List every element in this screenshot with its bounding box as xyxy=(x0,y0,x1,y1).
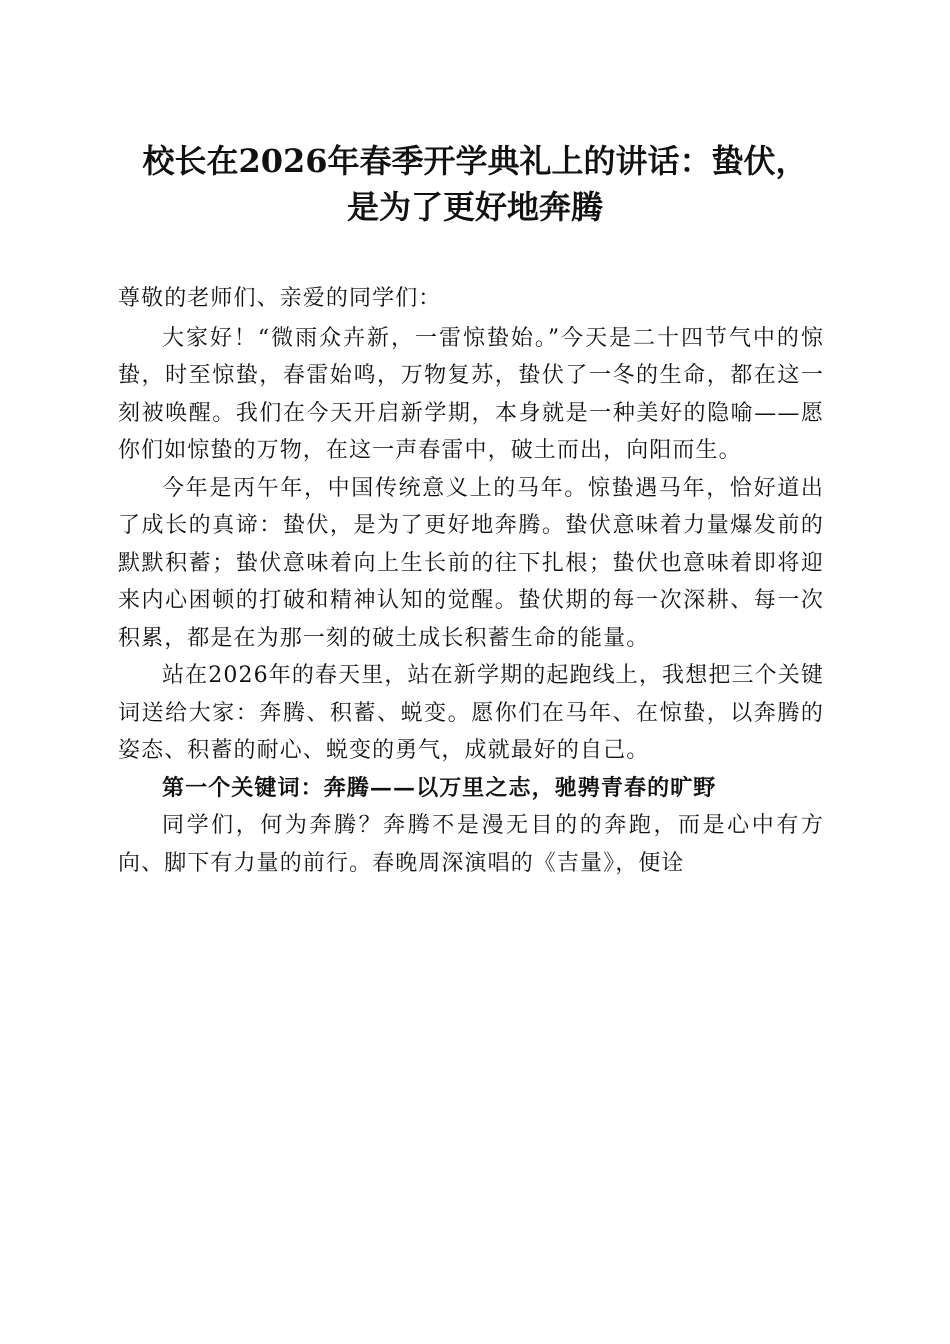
document-body xyxy=(118,280,824,882)
paragraph-3: 站在2026年的春天里，站在新学期的起跑线上，我想把三个关键词送给大家：奔腾、积蓄、蜕变。愿你们在马年、在惊蛰，以奔腾的姿态、积蓄的耐心、蜕变的勇气，成就最好的自己。 xyxy=(118,663,824,763)
paragraph-1: 大家好！“微雨众卉新，一雷惊蛰始。”今天是二十四节气中的惊蛰，时至惊蛰，春雷始鸣，万物复苏，蛰伏了一冬的生命，都在这一刻被唤醒。我们在今天开启新学期，本身就是一种美好的隐喻——愿你们如惊蛰的万物，在这一声春雷中，破土而出，向阳而生。 xyxy=(118,325,824,463)
paragraph-2: 今年是丙午年，中国传统意义上的马年。惊蛰遇马年，恰好道出了成长的真谛：蛰伏，是为了更好地奔腾。蛰伏意味着力量爆发前的默默积蓄；蛰伏意味着向上生长前的往下扎根；蛰伏也意味着即将迎来内心困顿的打破和精神认知的觉醒。蛰伏期的每一次深耕、每一次积累，都是在为那一刻的破土成长积蓄生命的能量。 xyxy=(118,475,824,651)
salutation: 尊敬的老师们、亲爱的同学们： xyxy=(118,286,442,311)
document-title xyxy=(110,138,840,230)
section-heading: 第一个关键词：奔腾——以万里之志，驰骋青春的旷野 xyxy=(162,774,717,801)
title-line-1: 校长在2026年春季开学典礼上的讲话：蛰伏， xyxy=(142,142,808,180)
section-paragraph: 同学们，何为奔腾？奔腾不是漫无目的的奔跑，而是心中有方向、脚下有力量的前行。春晚周深演唱的《吉量》，便诠 xyxy=(118,813,824,876)
title-line-2: 是为了更好地奔腾 xyxy=(346,188,603,226)
